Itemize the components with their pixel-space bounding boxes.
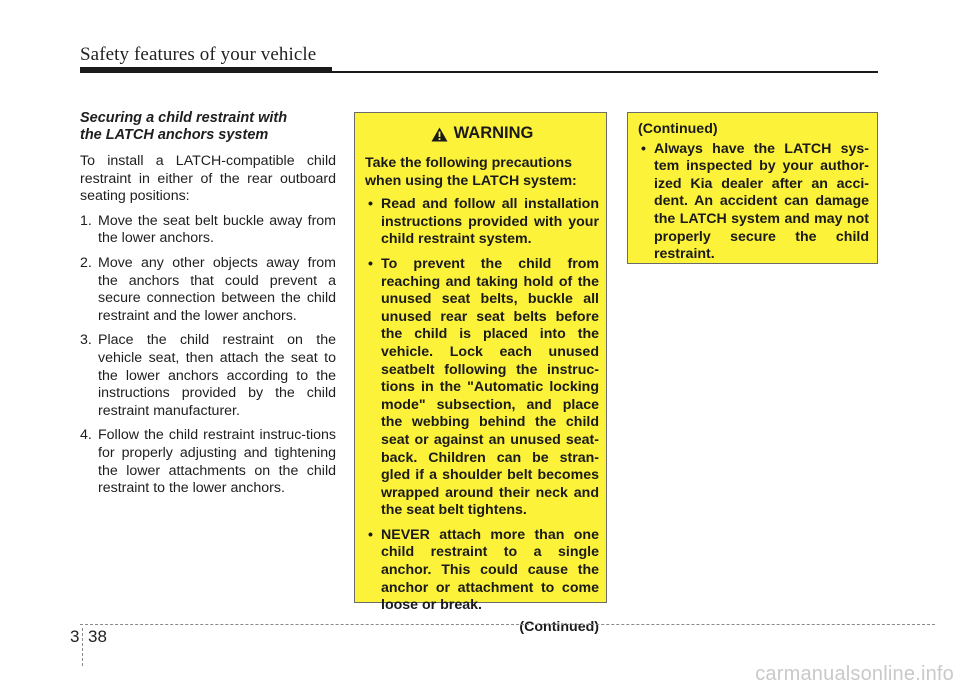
left-column [80, 110, 336, 505]
step-number: 2. [80, 254, 92, 271]
warning-bullet-text: Read and follow all installation instructions provided with your child restraint system. [381, 196, 599, 248]
page-number: 38 [88, 627, 107, 646]
warning-bullet-text: NEVER attach more than one child restraint to a single anchor. This could cause the anchor or attachment to come loose or break. [381, 526, 599, 614]
continued-label-top: (Continued) [638, 121, 718, 137]
step-text: Move the seat belt buckle away from the lower anchors. [98, 212, 336, 247]
bullet-dot: • [641, 140, 646, 157]
warning-title: WARNING [453, 124, 534, 143]
warning-bullet-text: Always have the LATCH sys-tem inspected by your author-ized Kia dealer after an acci-dent. An accident can damage the LATCH system and may not properly secure the child restraint. [654, 140, 869, 263]
chapter-number: 3 [70, 627, 80, 646]
warning-bullets [365, 196, 599, 615]
warning-header [365, 123, 599, 145]
intro-paragraph: To install a LATCH-compatible child restraint in either of the rear outboard seating positions: [80, 153, 336, 205]
bullet-dot: • [368, 255, 373, 272]
step-item [80, 332, 336, 420]
warning-intro: Take the following precautions when using the LATCH system: [365, 155, 577, 189]
section-heading-line2: the LATCH anchors system [80, 127, 269, 143]
warning-cont-bullets [638, 141, 869, 264]
step-number: 1. [80, 212, 92, 229]
bullet-dot: • [368, 196, 373, 213]
step-text: Move any other objects away from the anchors that could prevent a secure connection between the child restraint and the lower anchors. [98, 254, 336, 324]
warning-bullet-text: To prevent the child from reaching and taking hold of the unused seat belts, buckle all unused rear seat belts before the child is placed into the vehicle. Lock each unused seatbelt following the instruc-tions in the "Automatic locking mode" subsection, and place the webbing behind the child seat or against an unused seat-back. Children can be stran-gled if a shoulder belt becomes wrapped around their neck and the seat belt tightens. [381, 255, 599, 519]
step-number: 3. [80, 332, 92, 349]
section-heading [80, 110, 336, 144]
step-item [80, 255, 336, 325]
step-text: Follow the child restraint instruc-tions for properly adjusting and tightening the lower attachments on the child restraint to the lower anchors. [98, 427, 336, 497]
continued-label: (Continued) [519, 618, 599, 635]
header-title: Safety features of your vehicle [80, 44, 317, 65]
steps-list [80, 213, 336, 498]
warning-triangle-icon [431, 127, 448, 142]
warning-bullet [638, 141, 869, 264]
warning-bullet [365, 256, 599, 520]
step-text: Place the child restraint on the vehicle seat, then attach the seat to the lower anchors according to the instructions provided by the child restraint manufacturer. [98, 332, 336, 419]
warning-bullet [365, 196, 599, 249]
section-heading-line1: Securing a child restraint with [80, 110, 288, 126]
page-number-separator [82, 628, 83, 666]
warning-box-continued [627, 112, 878, 264]
warning-box [354, 112, 607, 635]
footer-divider [80, 624, 935, 625]
bullet-dot: • [368, 526, 373, 543]
step-item [80, 213, 336, 248]
step-item [80, 427, 336, 497]
watermark: carmanualsonline.info [755, 663, 954, 685]
header-rule-thin [80, 71, 878, 73]
warning-bullet [365, 527, 599, 615]
step-number: 4. [80, 427, 92, 444]
